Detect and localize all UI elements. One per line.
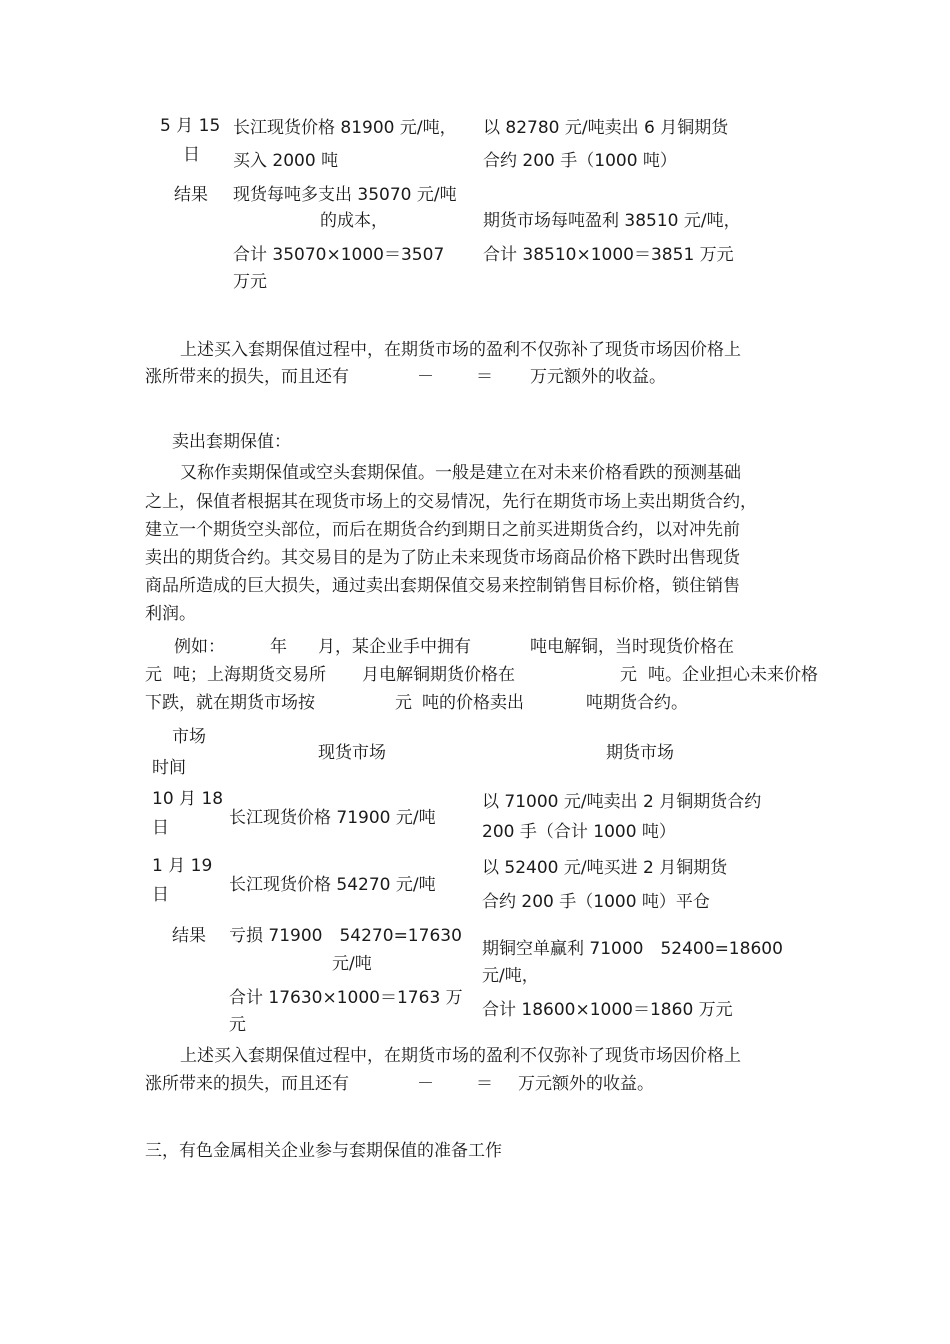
summary1-equals: ＝	[476, 367, 493, 387]
table1-spot-line2: 买入 2000 吨	[233, 151, 339, 171]
table2-header-time: 时间	[152, 758, 186, 778]
table1-futures-line2: 合约 200 手（1000 吨）	[483, 151, 677, 171]
example-l2-e: 吨。企业担心未来价格	[648, 665, 818, 685]
table1-spot-line1: 长江现货价格 81900 元/吨，	[233, 118, 457, 138]
table2-r1-futures-a: 以 71000 元/吨卖出 2 月铜期货合约	[482, 792, 762, 812]
summary1-line2-b: 万元额外的收益。	[530, 367, 666, 387]
table2-header-futures: 期货市场	[606, 743, 674, 763]
summary2-equals: ＝	[476, 1074, 493, 1094]
table1-result-spot-line4: 万元	[233, 272, 267, 292]
sell-hedge-heading: 卖出套期保值：	[172, 432, 291, 452]
section3-heading: 三，有色金属相关企业参与套期保值的准备工作	[145, 1141, 502, 1161]
table2-r3-futures-c: 合计 18600×1000＝1860 万元	[482, 1000, 733, 1020]
example-l1-a: 例如：	[174, 637, 225, 657]
table1-result-spot-line1: 现货每吨多支出 35070 元/吨	[233, 185, 457, 205]
sell-hedge-line: 卖出的期货合约。其交易目的是为了防止未来现货市场商品价格下跌时出售现货	[145, 548, 740, 568]
table1-futures-line1: 以 82780 元/吨卖出 6 月铜期货	[483, 118, 729, 138]
table2-r2-futures-b: 合约 200 手（1000 吨）平仓	[482, 892, 710, 912]
table2-r3-spot-b: 元/吨	[332, 954, 372, 974]
summary2-line2-a: 涨所带来的损失，而且还有	[145, 1074, 349, 1094]
summary2-line1: 上述买入套期保值过程中，在期货市场的盈利不仅弥补了现货市场因价格上	[180, 1046, 741, 1066]
table2-r3-spot-d: 元	[229, 1015, 246, 1035]
table1-date-line2: 日	[183, 145, 200, 165]
table2-r3-futures-a: 期铜空单赢利 71000 52400=18600	[482, 939, 783, 959]
summary1-line1: 上述买入套期保值过程中，在期货市场的盈利不仅弥补了现货市场因价格上	[180, 340, 741, 360]
example-l3-d: 吨期货合约。	[586, 693, 688, 713]
example-l1-c: 月，某企业手中拥有	[318, 637, 471, 657]
summary1-minus: －	[417, 367, 434, 387]
summary2-minus: －	[417, 1074, 434, 1094]
example-l3-b: 元	[395, 693, 412, 713]
example-l3-a: 下跌，就在期货市场按	[145, 693, 315, 713]
example-l2-d: 元	[620, 665, 637, 685]
table2-r1-date-a: 10 月 18	[152, 789, 224, 809]
sell-hedge-line: 又称作卖期保值或空头套期保值。一般是建立在对未来价格看跌的预测基础	[180, 463, 741, 483]
sell-hedge-line: 建立一个期货空头部位，而后在期货合约到期日之前买进期货合约，以对冲先前	[145, 520, 740, 540]
table1-result-spot-line3: 合计 35070×1000＝3507	[233, 245, 445, 265]
table1-result-label: 结果	[174, 185, 208, 205]
table2-r3-futures-b: 元/吨，	[482, 966, 539, 986]
table2-r3-spot-c: 合计 17630×1000＝1763 万	[229, 988, 463, 1008]
table2-r2-spot: 长江现货价格 54270 元/吨	[229, 875, 436, 895]
table2-header-spot: 现货市场	[318, 743, 386, 763]
sell-hedge-line: 利润。	[145, 604, 196, 624]
example-l1-b: 年	[270, 637, 287, 657]
table1-result-spot-line2: 的成本，	[320, 211, 388, 231]
table2-header-market: 市场	[172, 727, 206, 747]
sell-hedge-line: 商品所造成的巨大损失，通过卖出套期保值交易来控制销售目标价格，锁住销售	[145, 576, 740, 596]
table1-date-line1: 5 月 15	[160, 116, 221, 136]
summary2-line2-b: 万元额外的收益。	[518, 1074, 654, 1094]
table2-r1-date-b: 日	[152, 818, 169, 838]
table2-r1-futures-b: 200 手（合计 1000 吨）	[482, 822, 676, 842]
table2-r2-date-a: 1 月 19	[152, 856, 213, 876]
table1-result-futures-line1: 期货市场每吨盈利 38510 元/吨，	[483, 211, 741, 231]
table2-r2-date-b: 日	[152, 885, 169, 905]
table2-r1-spot: 长江现货价格 71900 元/吨	[229, 808, 436, 828]
table2-r3-label: 结果	[172, 926, 206, 946]
table2-r3-spot-a: 亏损 71900 54270=17630	[229, 926, 462, 946]
table2-r2-futures-a: 以 52400 元/吨买进 2 月铜期货	[482, 858, 728, 878]
example-l3-c: 吨的价格卖出	[422, 693, 524, 713]
example-l2-b: 吨；上海期货交易所	[173, 665, 326, 685]
table1-result-futures-line2: 合计 38510×1000＝3851 万元	[483, 245, 734, 265]
summary1-line2-a: 涨所带来的损失，而且还有	[145, 367, 349, 387]
example-l1-d: 吨电解铜，当时现货价格在	[530, 637, 734, 657]
sell-hedge-line: 之上，保值者根据其在现货市场上的交易情况，先行在期货市场上卖出期货合约，	[145, 492, 757, 512]
example-l2-a: 元	[145, 665, 162, 685]
example-l2-c: 月电解铜期货价格在	[362, 665, 515, 685]
